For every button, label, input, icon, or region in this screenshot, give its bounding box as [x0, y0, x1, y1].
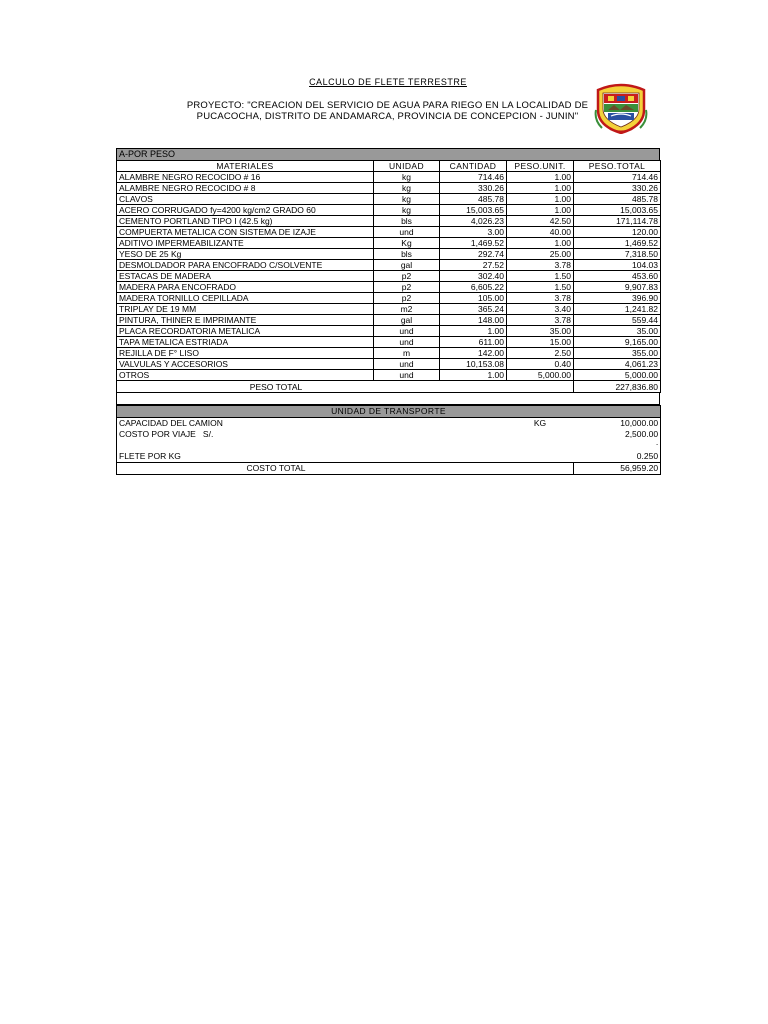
material-row: [117, 326, 661, 337]
material-quantity: 365.24: [440, 304, 507, 315]
material-unit: p2: [374, 271, 440, 282]
material-unit-weight: 42.50: [507, 216, 574, 227]
costo-total-label: COSTO TOTAL: [117, 463, 574, 475]
blank-value: -: [656, 442, 659, 448]
peso-total-row: [117, 381, 661, 393]
material-total-weight: 1,241.82: [574, 304, 661, 315]
costo-viaje-row: [117, 429, 661, 440]
material-unit: gal: [374, 315, 440, 326]
material-unit: m2: [374, 304, 440, 315]
material-row: [117, 205, 661, 216]
col-unidad: UNIDAD: [374, 161, 440, 172]
material-unit: kg: [374, 205, 440, 216]
material-name: MADERA PARA ENCOFRADO: [117, 282, 374, 293]
material-row: [117, 227, 661, 238]
material-row: [117, 216, 661, 227]
capacidad-row: [117, 418, 661, 430]
material-quantity: 15,003.65: [440, 205, 507, 216]
material-name: ADITIVO IMPERMEABILIZANTE: [117, 238, 374, 249]
material-unit: p2: [374, 293, 440, 304]
material-quantity: 611.00: [440, 337, 507, 348]
material-unit-weight: 1.00: [507, 183, 574, 194]
material-total-weight: 5,000.00: [574, 370, 661, 381]
material-unit-weight: 40.00: [507, 227, 574, 238]
material-name: YESO DE 25 Kg: [117, 249, 374, 260]
material-unit-weight: 0.40: [507, 359, 574, 370]
material-name: PINTURA, THINER E IMPRIMANTE: [117, 315, 374, 326]
col-peso-unit: PESO.UNIT.: [507, 161, 574, 172]
flete-label: FLETE POR KG: [119, 451, 181, 461]
material-name: CLAVOS: [117, 194, 374, 205]
material-total-weight: 1,469.52: [574, 238, 661, 249]
material-quantity: 142.00: [440, 348, 507, 359]
material-total-weight: 4,061.23: [574, 359, 661, 370]
costo-viaje-value: 2,500.00: [624, 429, 659, 439]
municipal-shield-emblem-icon: [594, 80, 648, 134]
material-name: ALAMBRE NEGRO RECOCIDO # 8: [117, 183, 374, 194]
material-name: TAPA METALICA ESTRIADA: [117, 337, 374, 348]
material-total-weight: 120.00: [574, 227, 661, 238]
material-quantity: 292.74: [440, 249, 507, 260]
material-unit-weight: 3.78: [507, 315, 574, 326]
material-unit-weight: 3.40: [507, 304, 574, 315]
project-description: [120, 100, 655, 122]
materials-body: [117, 172, 661, 381]
col-peso-total: PESO.TOTAL: [574, 161, 661, 172]
material-name: DESMOLDADOR PARA ENCOFRADO C/SOLVENTE: [117, 260, 374, 271]
material-row: [117, 304, 661, 315]
material-quantity: 1.00: [440, 326, 507, 337]
material-unit-weight: 1.00: [507, 238, 574, 249]
col-cantidad: CANTIDAD: [440, 161, 507, 172]
material-row: [117, 348, 661, 359]
materials-header-row: [117, 161, 661, 172]
capacidad-label: CAPACIDAD DEL CAMION: [119, 418, 223, 428]
material-unit: und: [374, 370, 440, 381]
material-total-weight: 396.90: [574, 293, 661, 304]
material-unit: und: [374, 337, 440, 348]
material-total-weight: 35.00: [574, 326, 661, 337]
costo-viaje-label: COSTO POR VIAJE S/.: [119, 429, 214, 439]
material-unit: und: [374, 227, 440, 238]
material-row: [117, 249, 661, 260]
material-quantity: 485.78: [440, 194, 507, 205]
material-total-weight: 7,318.50: [574, 249, 661, 260]
col-materiales: MATERIALES: [117, 161, 374, 172]
material-unit-weight: 1.50: [507, 271, 574, 282]
material-total-weight: 355.00: [574, 348, 661, 359]
flete-value: 0.250: [636, 451, 659, 461]
material-unit-weight: 3.78: [507, 293, 574, 304]
material-row: [117, 337, 661, 348]
flete-row: [117, 451, 661, 463]
material-name: ALAMBRE NEGRO RECOCIDO # 16: [117, 172, 374, 183]
peso-total-label: PESO TOTAL: [117, 381, 574, 393]
material-row: [117, 271, 661, 282]
material-unit: gal: [374, 260, 440, 271]
material-unit: und: [374, 359, 440, 370]
material-name: VALVULAS Y ACCESORIOS: [117, 359, 374, 370]
material-unit-weight: 15.00: [507, 337, 574, 348]
material-quantity: 148.00: [440, 315, 507, 326]
material-total-weight: 485.78: [574, 194, 661, 205]
material-unit: kg: [374, 172, 440, 183]
material-unit: p2: [374, 282, 440, 293]
material-unit: bls: [374, 249, 440, 260]
section-a-header: A-POR PESO: [116, 148, 660, 160]
material-total-weight: 453.60: [574, 271, 661, 282]
material-unit: m: [374, 348, 440, 359]
material-quantity: 4,026.23: [440, 216, 507, 227]
material-name: TRIPLAY DE 19 MM: [117, 304, 374, 315]
material-quantity: 330.26: [440, 183, 507, 194]
costo-total-value: 56,959.20: [574, 463, 661, 475]
material-quantity: 1.00: [440, 370, 507, 381]
material-row: [117, 315, 661, 326]
material-quantity: 302.40: [440, 271, 507, 282]
material-unit: bls: [374, 216, 440, 227]
material-unit-weight: 1.00: [507, 194, 574, 205]
material-name: PLACA RECORDATORIA METALICA: [117, 326, 374, 337]
material-name: OTROS: [117, 370, 374, 381]
material-unit: kg: [374, 194, 440, 205]
material-unit: und: [374, 326, 440, 337]
material-unit-weight: 2.50: [507, 348, 574, 359]
project-line-1: PROYECTO: "CREACION DEL SERVICIO DE AGUA PARA RIEGO EN LA LOCALIDAD DE: [186, 100, 589, 111]
material-row: [117, 282, 661, 293]
material-name: ACERO CORRUGADO fy=4200 kg/cm2 GRADO 60: [117, 205, 374, 216]
material-unit-weight: 25.00: [507, 249, 574, 260]
material-quantity: 714.46: [440, 172, 507, 183]
project-line-2: PUCACOCHA, DISTRITO DE ANDAMARCA, PROVINCIA DE CONCEPCION - JUNIN": [196, 111, 579, 122]
material-row: [117, 370, 661, 381]
material-quantity: 10,153.08: [440, 359, 507, 370]
material-unit-weight: 1.00: [507, 205, 574, 216]
material-quantity: 1,469.52: [440, 238, 507, 249]
material-unit: Kg: [374, 238, 440, 249]
material-name: MADERA TORNILLO CEPILLADA: [117, 293, 374, 304]
material-unit-weight: 1.50: [507, 282, 574, 293]
material-quantity: 6,605.22: [440, 282, 507, 293]
material-total-weight: 104.03: [574, 260, 661, 271]
freight-sheet: [116, 148, 660, 475]
material-total-weight: 559.44: [574, 315, 661, 326]
material-row: [117, 359, 661, 370]
costo-total-row: [117, 463, 661, 475]
materials-table: [116, 160, 661, 393]
material-quantity: 105.00: [440, 293, 507, 304]
transport-table: [116, 405, 661, 475]
material-row: [117, 194, 661, 205]
material-row: [117, 238, 661, 249]
document-title: CALCULO DE FLETE TERRESTRE: [309, 77, 467, 87]
material-name: CEMENTO PORTLAND TIPO I (42.5 kg): [117, 216, 374, 227]
material-name: ESTACAS DE MADERA: [117, 271, 374, 282]
material-quantity: 3.00: [440, 227, 507, 238]
material-unit-weight: 5,000.00: [507, 370, 574, 381]
material-row: [117, 260, 661, 271]
material-unit: kg: [374, 183, 440, 194]
blank-row: [117, 440, 661, 451]
material-total-weight: 330.26: [574, 183, 661, 194]
capacidad-value: 10,000.00: [620, 418, 659, 428]
capacidad-unit: KG: [533, 418, 547, 428]
material-row: [117, 183, 661, 194]
material-unit-weight: 1.00: [507, 172, 574, 183]
material-total-weight: 171,114.78: [574, 216, 661, 227]
transport-header: UNIDAD DE TRANSPORTE: [117, 406, 661, 418]
material-name: REJILLA DE F° LISO: [117, 348, 374, 359]
material-unit-weight: 3.78: [507, 260, 574, 271]
material-row: [117, 293, 661, 304]
material-total-weight: 15,003.65: [574, 205, 661, 216]
material-quantity: 27.52: [440, 260, 507, 271]
transport-header-row: [117, 406, 661, 418]
material-name: COMPUERTA METALICA CON SISTEMA DE IZAJE: [117, 227, 374, 238]
material-total-weight: 9,165.00: [574, 337, 661, 348]
spacer: [116, 393, 660, 405]
material-row: [117, 172, 661, 183]
material-total-weight: 9,907.83: [574, 282, 661, 293]
material-total-weight: 714.46: [574, 172, 661, 183]
peso-total-value: 227,836.80: [574, 381, 661, 393]
material-unit-weight: 35.00: [507, 326, 574, 337]
